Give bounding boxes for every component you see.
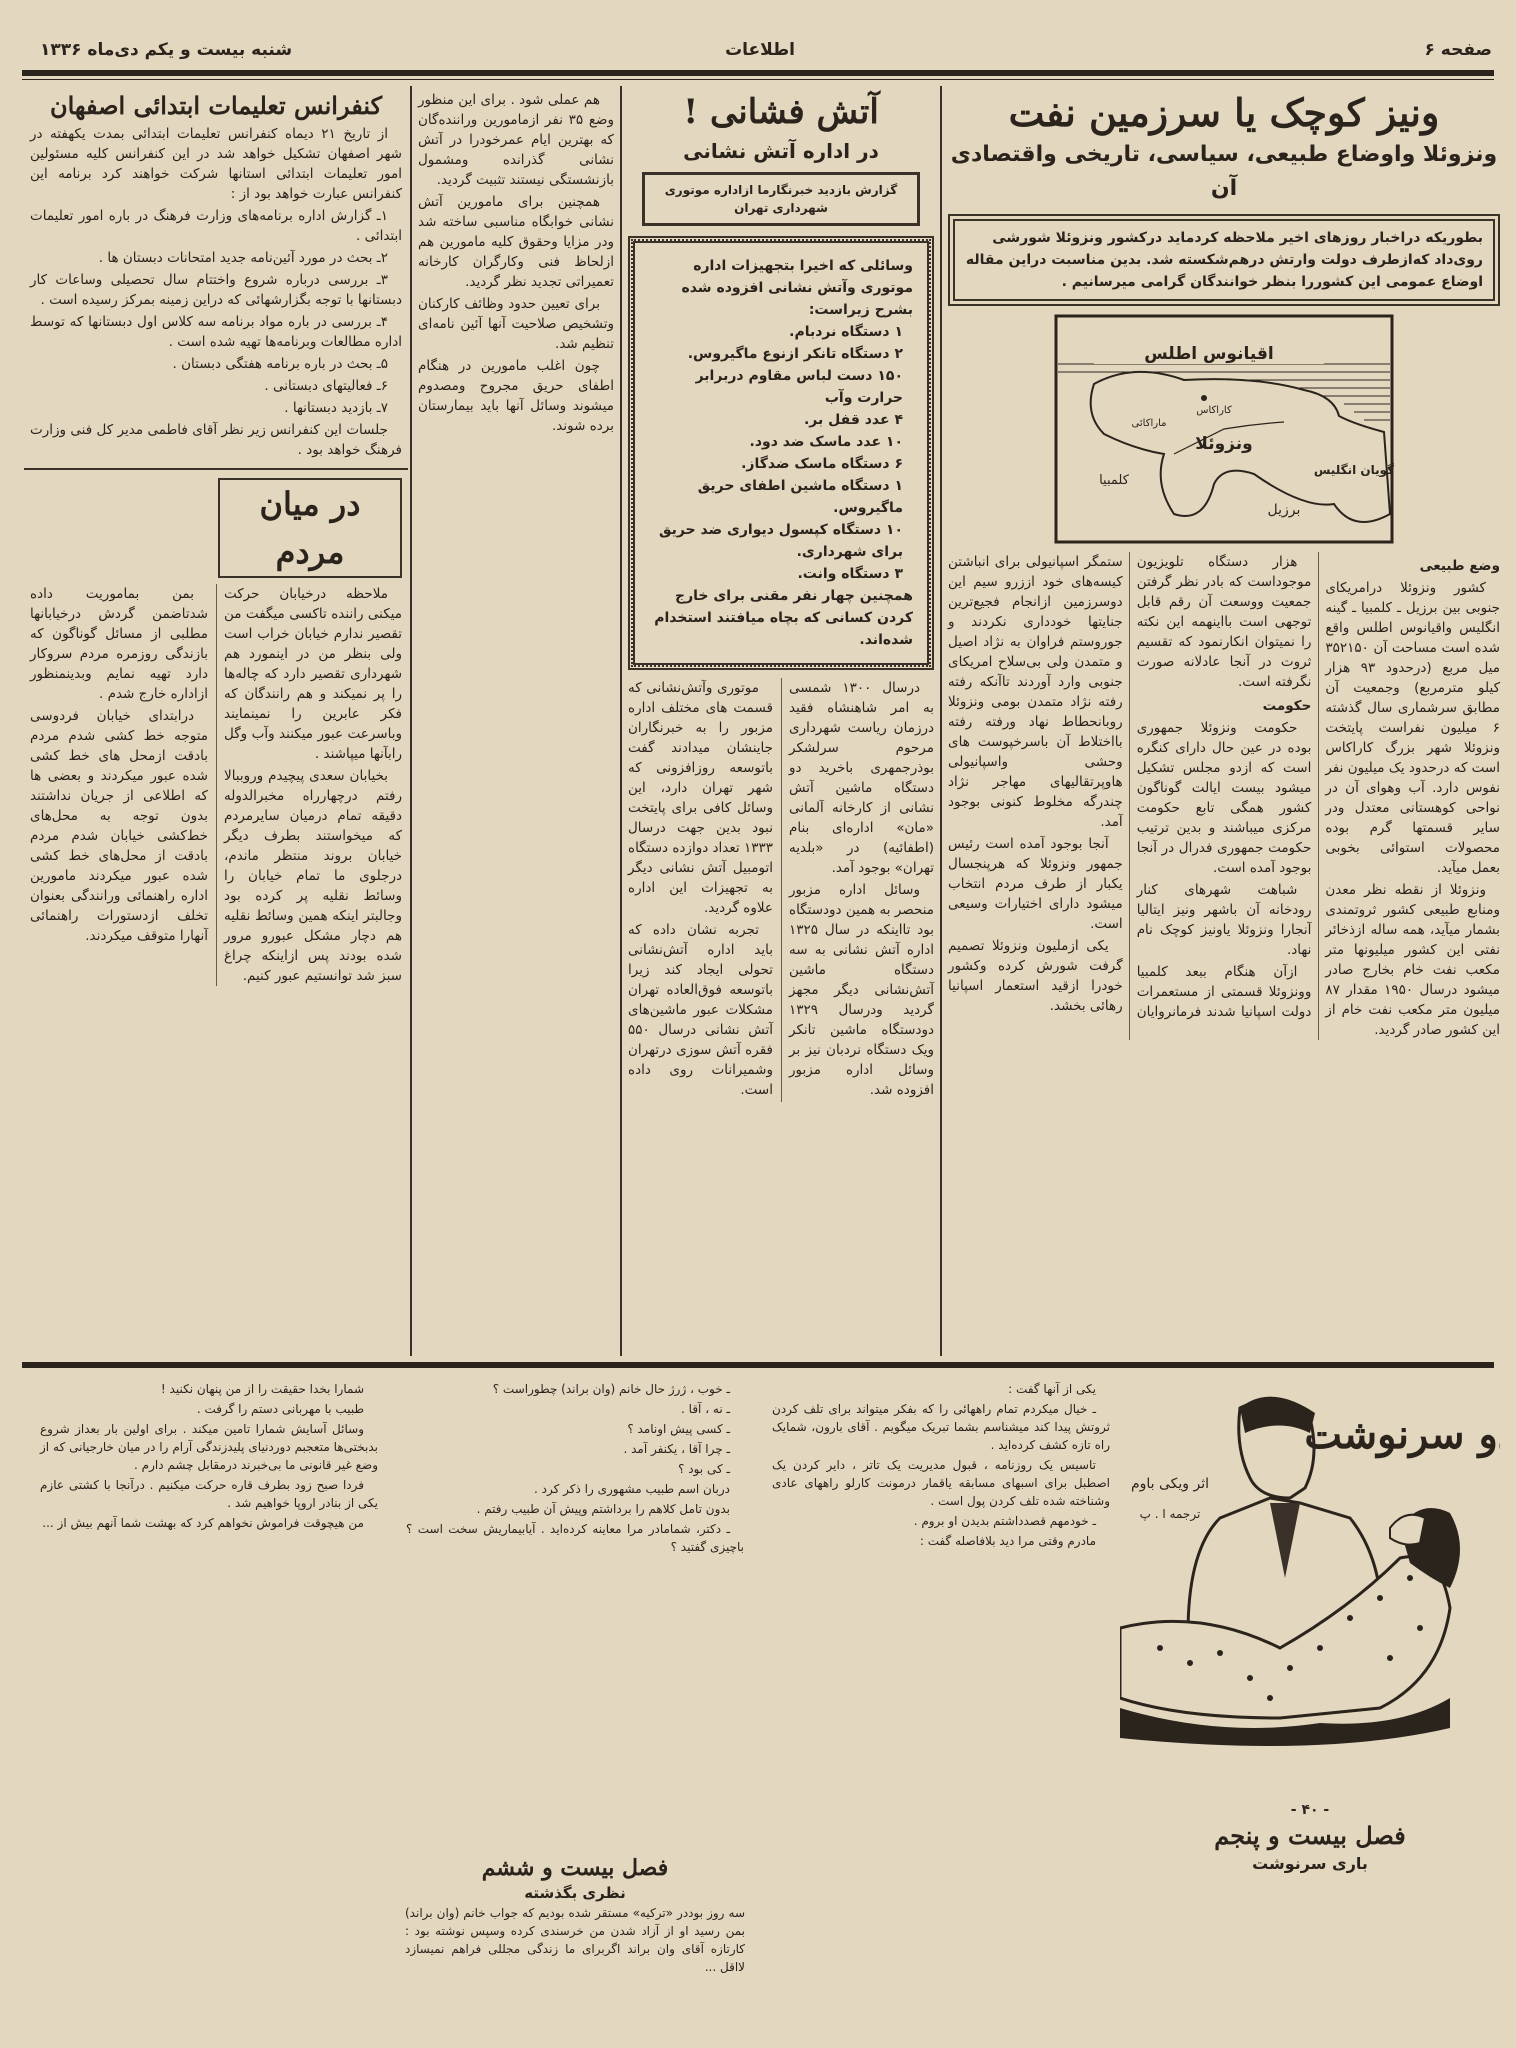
map-label-guiana: گویان انگلیس: [1313, 463, 1394, 477]
serial-header: [1120, 1378, 1500, 1873]
dialogue-paragraph: مادرم وقتی مرا دید بلافاصله گفت :: [919, 1534, 1096, 1548]
paragraph: ازآن هنگام ببعد کلمبیا وونزوئلا قسمتی از مستعمرات دولت اسپانیا شدند فرمانروایان ستمگر اسپانیولی برای انباشتن کیسه‌های خود اززرو سیم این دوسرزمین ازانجام فجیع‌ترین جنایتها خودداری نکردند و جوروستم فراوان به نژاد اصیل و متمدن ولی بی‌سلاح امریکای جنوبی وارد آوردند تاآنکه رفته رفته نژاد متمدن بومی ونزوئلا روبانحطاط نهاد ورفته رفته بااختلاط آن باسرخپوست های وحشی واسپانیولی هاوپرتقالیهای مهاجر نژاد چندرگه مخلوط کنونی بوجود آمد.: [948, 554, 1312, 1020]
chapter-title: فصل بیست و ششم: [481, 1855, 669, 1881]
paragraph: درسال ۱۳۰۰ شمسی به امر شاهنشاه فقید درزمان ریاست شهرداری مرحوم سرلشکر بوذرجمهری باخرید دو دستگاه ماشین آتش نشانی از کارخانه آلمانی «مان» اداره‌ای بنام (اطفائیه) در «بلدیه تهران» بوجود آمد.: [789, 680, 934, 876]
article-venezuela: [948, 88, 1500, 1040]
venezuela-map: [1054, 314, 1394, 544]
chapter-subtitle: باری سرنوشت: [1252, 1854, 1368, 1873]
box-intro: وسائلی که اخیرا بتجهیزات اداره موتوری وآتش نشانی افزوده شده بشرح زیراست:: [681, 258, 913, 318]
equipment-item: ۱۰ دستگاه کپسول دیواری ضد حریق برای شهرداری.: [658, 522, 903, 560]
agenda-item: ۷ـ بازدید دبستانها .: [284, 400, 388, 416]
chapter-title: فصل بیست و پنجم: [1214, 1821, 1406, 1850]
paragraph: ملاحظه درخیابان حرکت میکنی راننده تاکسی میگفت من تقصیر ندارم خیابان خراب است ولی بنظر من در اینمورد هم شهرداری تقصیر دارد که چاله‌ها را پر نمیکند و هم رانندگان که فکر عابرین را نمینمایند وباسرعت عبور میکنند وآب وگل رابآنها میپاشند .: [224, 586, 402, 762]
dialogue-paragraph: یکی از آنها گفت :: [1008, 1382, 1096, 1396]
serial-body: [40, 1380, 1110, 1556]
paragraph: یکی ازملیون ونزوئلا تصمیم گرفت شورش کرده وکشور خودرا ازقید استعمار اسپانیا رهائی بخشد.: [948, 938, 1123, 1014]
dialogue-paragraph: ـ خودمهم قصدداشتم بدیدن او بروم .: [913, 1514, 1096, 1528]
serial-illustration: [1120, 1378, 1500, 1798]
map-label-caracas: کاراکاس: [1196, 405, 1232, 416]
column-divider: [620, 86, 622, 1356]
header-rule: [22, 70, 1494, 76]
paragraph: چون اغلب مامورین در هنگام اطفای حریق مجروح ومصدوم میشوند وسائل آنها باید بیمارستان برده شوند.: [418, 358, 614, 434]
column-divider: [940, 86, 942, 1356]
newspaper-name: اطلاعات: [725, 40, 795, 60]
paragraph: وسائل اداره مزبور منحصر به همین دودستگاه بود تااینکه در سال ۱۳۲۵ اداره آتش نشانی به سه دستگاه ماشین آتش‌نشانی دیگر مجهز گردید ودرسال ۱۳۲۹ دودستگاه ماشین تانکر ویک دستگاه نردبان نیز بر وسائل اداره مزبور افزوده شد.: [789, 882, 934, 1098]
issue-date: شنبه بیست و یکم دی‌ماه ۱۳۳۶: [40, 40, 293, 60]
equipment-item: ۳ دستگاه وانت.: [797, 566, 903, 582]
dialogue-paragraph: من هیچوقت فراموش نخواهم کرد که بهشت شما آنهم بیش از ...: [42, 1516, 364, 1530]
episode-number: - ۴۰ -: [1290, 1802, 1330, 1818]
equipment-box: [628, 236, 934, 670]
equipment-item: ۱ دستگاه ماشین اطفای حریق ماگیروس.: [697, 478, 903, 516]
paragraph: موتوری وآتش‌نشانی که قسمت های مختلف اداره مزبور را به خبرنگاران جاینشان میدادند گفت باتوسعه روزافزونی که شهر تهران دارد، این وسائل کافی برای پایتخت نبود بدین جهت درسال ۱۳۳۳ تعداد دوازده دستگاه اتومبیل آتش نشانی دیگر به تجهیزات این اداره علاوه گردید.: [628, 680, 773, 916]
paragraph: درابتدای خیابان فردوسی متوجه خط کشی شدم مردم بادقت ازمحل های خط کشی شده عبور میکردند و بعضی ها که اطلاعی از جریان نداشتند بدون توجه به محل‌های خط‌کشی خیابان شدم مردم بادقت از محل‌های خط کشی شده عبور میکردند مامورین اداره راهنمائی ورانندگی بعنوان تخلف ازدستورات راهنمائی آنهارا متوقف میکردند.: [30, 708, 208, 944]
article-subtitle: ونزوئلا واوضاع طبیعی، سیاسی، تاریخی واقتصادی آن: [950, 142, 1498, 201]
dialogue-paragraph: ـ خوب ، ژرژ حال خانم (وان براند) چطوراست ؟: [492, 1382, 730, 1396]
equipment-item: ۶ دستگاه ماسک ضدگاز.: [741, 456, 903, 472]
capital-marker: [1201, 395, 1207, 401]
section-heading: وضع طبیعی: [1419, 558, 1500, 574]
article-title: ونیز کوچک یا سرزمین نفت: [1008, 90, 1440, 135]
paragraph: سه روز بوددر «ترکیه» مستقر شده بودیم که جواب خانم (وان براند) بمن رسید او از آزاد شدن من خرسندی کرده وسپس نوشته بود : کارتازه آقای وان براند اگربرای ما زندگی مجللی فراهم نمیسازد لااقل ...: [405, 1906, 745, 1974]
article-conference: [30, 88, 402, 462]
agenda-item: ۳ـ بررسی درباره شروع واختتام سال تحصیلی وساعات کار دبستانها با توجه بگزارشهائی که دراین زمینه بمرکز رسیده است .: [30, 272, 402, 308]
article-among-people: [30, 478, 402, 986]
map-label-colombia: کلمبیا: [1099, 473, 1129, 488]
article-title: کنفرانس تعلیمات ابتدائی اصفهان: [49, 91, 382, 120]
dialogue-paragraph: بدون تامل کلاهم را برداشتم وپیش آن طبیب رفتم .: [476, 1502, 730, 1516]
agenda-item: ۱ـ گزارش اداره برنامه‌های وزارت فرهنگ در باره امور تعلیمات ابتدائی .: [30, 208, 402, 244]
left-column-stack: [30, 88, 402, 986]
header-rule-thin: [22, 79, 1494, 80]
equipment-item: ۲ دستگاه تانکر ازنوع ماگیروس.: [687, 346, 903, 362]
paragraph: جلسات این کنفرانس زیر نظر آقای فاطمی مدیر کل فنی وزارت فرهنگ خواهد بود .: [30, 422, 402, 458]
dialogue-paragraph: طبیب با مهربانی دستم را گرفت .: [196, 1402, 364, 1416]
intro-box: بطوریکه دراخبار روزهای اخیر ملاحظه کردماید درکشور ونزوئلا شورشی روی‌داد که‌ازطرف دولت وارتش درهم‌شکسته شد. بدین مناسبت دراین مقاله اوضاع عمومی این کشوررا بنظر خوانندگان گرامی میرسانیم .: [948, 214, 1500, 306]
paragraph: کشور ونزوئلا درامریکای جنوبی بین برزیل ـ کلمبیا ـ گینه انگلیس واقیانوس اطلس واقع شده است مساحت آن ۳۵۲۱۵۰ میل مربع (درحدود ۹۳ هزار کیلو مترمربع) وجمعیت آن مطابق سرشماری سال گذشته ۶ میلیون نفراست پایتخت ونزوئلا شهر بزرگ کاراکاس است که درحدود یک میلیون نفر نفوس دارد. آب وهوای آن در نواحی کوهستانی معتدل ودر سایر قسمتها گرم بوده محصولات استوائی بخوبی بعمل میآید.: [1325, 580, 1500, 876]
dialogue-paragraph: ـ دکتر، شمامادر مرا معاینه کرده‌اید . آیابیماریش سخت است ؟ باچیزی گفتید ؟: [406, 1522, 744, 1554]
article-body: [948, 552, 1500, 1040]
map-label-brazil: برزیل: [1267, 502, 1301, 518]
paragraph: همچنین برای مامورین آتش نشانی خوابگاه مناسبی ساخته شد ودر مزایا وحقوق کلیه مامورین هم ازلحاظ فنی وکارگران کارخانه تعمیراتی تجدید نظر گردید.: [418, 194, 614, 290]
article-subtitle: در اداره آتش نشانی: [683, 139, 879, 163]
dialogue-paragraph: وسائل آسایش شمارا تامین میکند . برای اولین بار بعداز شروع بدبختی‌ها متعجبم دوردنیای پلیدزندگی آرام را در میان خارجیانی که از وضع غیر قانونی ما بی‌خبرند درمقابل چشم دارم .: [40, 1422, 378, 1472]
map-label-city: ماراکائی: [1131, 418, 1167, 429]
section-rule: [22, 1362, 1494, 1368]
paragraph: آنجا بوجود آمده است رئیس جمهور ونزوئلا که هرپنجسال یکبار از طرف مردم انتخاب میشود دارای اختیارات وسیعی است.: [948, 836, 1123, 932]
continuation-column: [418, 90, 614, 438]
dialogue-paragraph: ـ خیال میکردم تمام راههائی را که بفکر میتواند برای تلف کردن ثروتش پیدا کند میشناسم بشما تبریک میگویم . آقای بارون، شمایک راه تازه کشف کرده‌اید .: [772, 1402, 1110, 1452]
paragraph: بمن بماموریت داده شدتاضمن گردش درخیابانها مطلبی از مسائل گوناگون که بازندگی روزمره مردم سروکار دارد تهیه نمایم وبدینمنظور ازاداره خارج شدم .: [30, 586, 208, 702]
paragraph: بخیابان سعدی پیچیدم وروببالا رفتم درچهارراه مخبرالدوله دقیقه تمام درمیان سایرمردم که میخواستند بطرف دیگر خیابان بروند منتظر ماندم، درجلوی ما تمام خیابان را وسائط نقلیه پر کرده بود وجالبتر اینکه همین وسائط نقلیه هم دچار مشکل عبورو مرور شده بودند پس ازاینکه چراغ سبز شد توانستیم عبور کنیم.: [224, 768, 402, 984]
paragraph: ونزوئلا از نقطه نظر معدن ومنابع طبیعی کشور ثروتمندی بشمار میآید، همه ساله ازذخائر نفتی این کشور میلیونها متر مکعب نفت خام بخارج صادر میشود درسال ۱۹۵۰ مقدار ۸۷ میلیون متر مکعب نفت خام از این کشور صادر گردید.: [1325, 882, 1500, 1038]
article-fire-department: [628, 88, 934, 1102]
paragraph: تجربه نشان داده که باید اداره آتش‌نشانی تحولی ایجاد کند زیرا باتوسعه فوق‌العاده تهران مشکلات عبور ماشین‌های آتش نشانی درسال ۵۵۰ فقره آتش سوزی درتهران وشمیرانات روی داده است.: [628, 922, 773, 1098]
equipment-item: ۱۵۰ دست لباس مقاوم دربرابر حرارت وآب: [695, 368, 903, 406]
page-number: صفحه ۶: [1424, 40, 1492, 60]
serial-title: دو سرنوشت: [1304, 1411, 1500, 1458]
article-title: در میان مردم: [218, 478, 402, 578]
paragraph: از تاریخ ۲۱ دیماه کنفرانس تعلیمات ابتدائی بمدت یکهفته در شهر اصفهان تشکیل خواهد شد در این کنفرانس کلیه مسئولین امور تعلیمات ابتدائی استانها شرکت خواهند کرد برنامه این کنفرانس عبارت خواهد بود از :: [30, 126, 402, 202]
paragraph: برای تعیین حدود وظائف کارکنان وتشخیص صلاحیت آنها آئین نامه‌ای تنظیم شد.: [418, 296, 614, 352]
article-title: آتش فشانی !: [683, 92, 879, 132]
box-closing: همچنین چهار نفر مقنی برای خارج کردن کسانی که بچاه میافتند استخدام شده‌اند.: [654, 588, 913, 648]
dialogue-paragraph: دربان اسم طبیب مشهوری را ذکر کرد .: [534, 1482, 730, 1496]
agenda-item: ۶ـ فعالیتهای دبستانی .: [264, 378, 388, 394]
dialogue-paragraph: ـ چرا آقا ، یکنفر آمد .: [623, 1442, 730, 1456]
chapter-subtitle: نظری بگذشته: [524, 1884, 626, 1902]
paragraph: شباهت شهرهای کنار رودخانه آن باشهر ونیز ایتالیا آنجارا ونزوئلا یاونیز کوچک نام نهاد.: [1136, 882, 1312, 958]
section-divider: [24, 468, 408, 470]
paragraph: هم عملی شود . برای این منظور وضع ۳۵ نفر ازمامورین وراننده‌گان که بهترین ایام عمرخودرا در آتش نشانی گذرانده ومشمول بازنشستگی نیستند تثبیت گردید.: [418, 92, 614, 188]
map-label-venezuela: ونزوئلا: [1195, 434, 1253, 454]
dialogue-paragraph: ـ کسی پیش اونامد ؟: [627, 1422, 730, 1436]
equipment-item: ۱ دستگاه نردبام.: [789, 324, 903, 340]
agenda-item: ۴ـ بررسی در باره مواد برنامه سه کلاس اول دبستانها که توسط اداره مطالعات وبرنامه‌ها تهیه شده است .: [30, 314, 402, 350]
dialogue-paragraph: فردا صبح زود بطرف قاره حرکت میکنیم . درآنجا با کشتی عازم یکی از بنادر اروپا خواهیم شد .: [40, 1478, 378, 1510]
dialogue-paragraph: تاسیس یک روزنامه ، قبول مدیریت یک تاتر ، دایر کردن یک اصطبل برای اسبهای مسابقه یاقمار درمونت کارلو راههای عادی وشناخته شده تلف کردن پول است .: [772, 1458, 1110, 1508]
agenda-item: ۲ـ بحث در مورد آئین‌نامه جدید امتحانات دبستان ها .: [98, 250, 388, 266]
chapter-26: [405, 1852, 745, 1978]
map-label-ocean: اقیانوس اطلس: [1144, 344, 1274, 364]
equipment-item: ۴ عدد قفل بر.: [803, 412, 903, 428]
dialogue-paragraph: ـ نه ، آقا .: [681, 1402, 730, 1416]
dialogue-paragraph: ـ کی بود ؟: [678, 1462, 730, 1476]
caption-box: گزارش بازدید خبرنگارما ازاداره موتوری شهرداری تهران: [642, 172, 920, 226]
agenda-item: ۵ـ بحث در باره برنامه هفتگی دبستان .: [172, 356, 388, 372]
column-divider: [410, 86, 412, 1356]
dialogue-paragraph: شمارا بخدا حقیقت را از من پنهان نکنید !: [160, 1382, 364, 1396]
paragraph: هزار دستگاه تلویزیون موجوداست که بادر نظر گرفتن جمعیت ووسعت آن رقم قابل توجهی است بااینهمه این نکته را نمیتوان انکارنمود که تقسیم ثروت در آنجا عادلانه صورت نگرفته است.: [1136, 554, 1312, 690]
paragraph: حکومت ونزوئلا جمهوری بوده در عین حال دارای کنگره است که ازدو مجلس تشکیل میشود بیست ایالت گوناگون کشور همگی تابع حکومت مرکزی میباشند و بدین ترتیب حکومت جمهوری فدرال در آنجا بوجود آمده است.: [1136, 720, 1312, 876]
equipment-item: ۱۰ عدد ماسک ضد دود.: [749, 434, 903, 450]
serial-author: اثر ویکی باوم: [1130, 1476, 1210, 1492]
serial-translator: ترجمه ا . پ: [1139, 1507, 1201, 1521]
section-heading: حکومت: [1262, 698, 1312, 714]
article-body: [628, 678, 934, 1102]
